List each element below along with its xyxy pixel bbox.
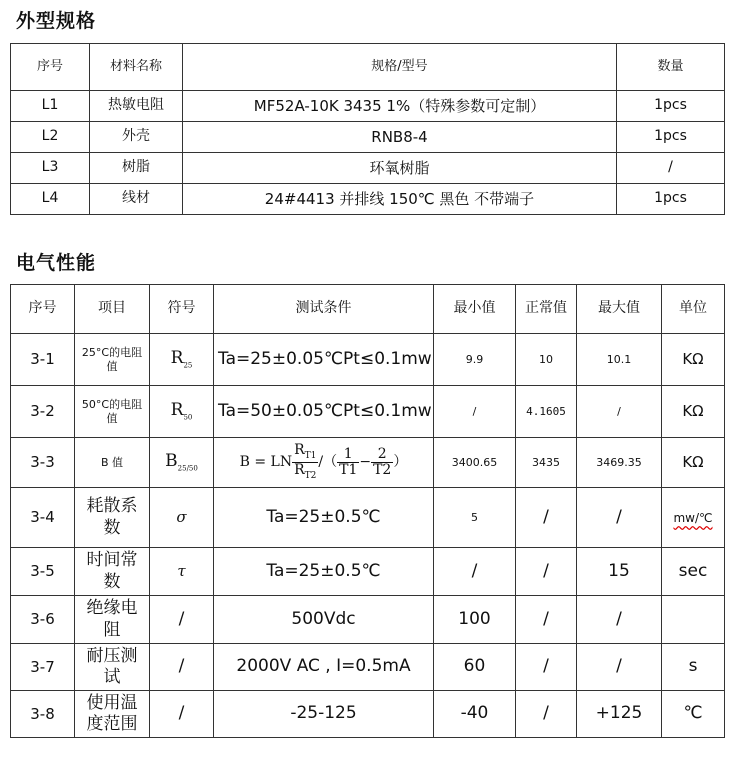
formula-mid: /（ bbox=[318, 454, 338, 471]
table-row bbox=[11, 334, 725, 386]
max-cell: / bbox=[577, 644, 662, 691]
symbol-text: R bbox=[170, 348, 184, 369]
seq-cell: 3-4 bbox=[11, 488, 75, 548]
table-row bbox=[11, 153, 725, 184]
min-cell: 3400.65 bbox=[434, 438, 516, 488]
min-cell: 5 bbox=[434, 488, 516, 548]
header-cell: 单位 bbox=[662, 285, 725, 334]
min-cell: 60 bbox=[434, 644, 516, 691]
qty-cell: 1pcs bbox=[617, 184, 725, 215]
formula-minus: − bbox=[359, 454, 372, 471]
item-cell: 耐压测试 bbox=[75, 644, 150, 691]
spec-section-title: 外型规格 bbox=[16, 10, 97, 32]
item-cell: 50°C的电阻值 bbox=[75, 386, 150, 438]
min-cell: -40 bbox=[434, 691, 516, 738]
table-row bbox=[11, 184, 725, 215]
fraction-denominator: T2 bbox=[373, 462, 392, 478]
max-cell: 15 bbox=[577, 548, 662, 596]
symbol-subscript: 50 bbox=[183, 413, 193, 422]
header-cell: 测试条件 bbox=[214, 285, 434, 334]
header-cell: 项目 bbox=[75, 285, 150, 334]
max-cell: 3469.35 bbox=[577, 438, 662, 488]
fraction-denominator-sub: T2 bbox=[304, 470, 317, 481]
b-value-formula bbox=[214, 438, 434, 488]
unit-cell bbox=[662, 488, 725, 548]
unit-cell: KΩ bbox=[662, 334, 725, 386]
max-cell: / bbox=[577, 488, 662, 548]
typ-cell: / bbox=[516, 596, 577, 644]
condition-cell: -25-125 bbox=[214, 691, 434, 738]
table-row bbox=[11, 91, 725, 122]
fraction-numerator-sub: T1 bbox=[304, 451, 317, 462]
material-cell: 外壳 bbox=[90, 122, 183, 153]
symbol-cell bbox=[150, 334, 214, 386]
condition-cell: Ta=50±0.05℃Pt≤0.1mw bbox=[214, 386, 434, 438]
unit-cell: sec bbox=[662, 548, 725, 596]
material-cell: 树脂 bbox=[90, 153, 183, 184]
table-row bbox=[11, 548, 725, 596]
table-row bbox=[11, 691, 725, 738]
fraction-denominator: T1 bbox=[339, 462, 358, 478]
seq-cell: L1 bbox=[11, 91, 90, 122]
table-row bbox=[11, 122, 725, 153]
table-header-row bbox=[11, 44, 725, 91]
qty-cell: / bbox=[617, 153, 725, 184]
unit-cell: ℃ bbox=[662, 691, 725, 738]
item-cell: 时间常数 bbox=[75, 548, 150, 596]
unit-cell: s bbox=[662, 644, 725, 691]
max-cell: / bbox=[577, 596, 662, 644]
table-row bbox=[11, 644, 725, 691]
table-header-row bbox=[11, 285, 725, 334]
spec-cell: MF52A-10K 3435 1%（特殊参数可定制） bbox=[183, 91, 617, 122]
fraction-rt1-rt2 bbox=[292, 443, 318, 481]
item-cell: 使用温度范围 bbox=[75, 691, 150, 738]
seq-cell: 3-3 bbox=[11, 438, 75, 488]
condition-cell: Ta=25±0.5℃ bbox=[214, 488, 434, 548]
header-cell: 数量 bbox=[617, 44, 725, 91]
item-cell: 耗散系数 bbox=[75, 488, 150, 548]
table-row bbox=[11, 596, 725, 644]
table-row bbox=[11, 438, 725, 488]
header-cell: 符号 bbox=[150, 285, 214, 334]
header-cell: 正常值 bbox=[516, 285, 577, 334]
fraction-1-t1 bbox=[337, 447, 359, 479]
seq-cell: 3-5 bbox=[11, 548, 75, 596]
fraction-2-t2 bbox=[371, 447, 393, 479]
symbol-cell: / bbox=[150, 596, 214, 644]
table-row bbox=[11, 386, 725, 438]
unit-cell: KΩ bbox=[662, 386, 725, 438]
formula-suffix: ） bbox=[393, 454, 408, 471]
min-cell: / bbox=[434, 548, 516, 596]
unit-cell bbox=[662, 596, 725, 644]
typ-cell: / bbox=[516, 548, 577, 596]
spec-table bbox=[10, 43, 725, 215]
symbol-text: R bbox=[170, 400, 184, 421]
condition-cell: 500Vdc bbox=[214, 596, 434, 644]
symbol-cell: τ bbox=[150, 548, 214, 596]
seq-cell: L2 bbox=[11, 122, 90, 153]
typ-cell: / bbox=[516, 644, 577, 691]
min-cell: 9.9 bbox=[434, 334, 516, 386]
condition-cell: 2000V AC , I=0.5mA bbox=[214, 644, 434, 691]
header-cell: 最小值 bbox=[434, 285, 516, 334]
fraction-denominator bbox=[292, 463, 318, 482]
max-cell: / bbox=[577, 386, 662, 438]
seq-cell: L3 bbox=[11, 153, 90, 184]
min-cell: 100 bbox=[434, 596, 516, 644]
qty-cell: 1pcs bbox=[617, 91, 725, 122]
max-cell: +125 bbox=[577, 691, 662, 738]
symbol-cell: / bbox=[150, 691, 214, 738]
fraction-numerator bbox=[292, 443, 318, 463]
seq-cell: 3-1 bbox=[11, 334, 75, 386]
spec-cell: RNB8-4 bbox=[183, 122, 617, 153]
header-cell: 最大值 bbox=[577, 285, 662, 334]
header-cell: 序号 bbox=[11, 44, 90, 91]
material-cell: 线材 bbox=[90, 184, 183, 215]
item-cell: B 值 bbox=[75, 438, 150, 488]
unit-text: mw/℃ bbox=[673, 511, 713, 526]
typ-cell: 3435 bbox=[516, 438, 577, 488]
elec-section-title: 电气性能 bbox=[16, 252, 97, 274]
seq-cell: 3-8 bbox=[11, 691, 75, 738]
fraction-denominator-text: R bbox=[294, 462, 305, 478]
symbol-subscript: 25 bbox=[183, 361, 193, 370]
fraction-numerator: 1 bbox=[337, 447, 359, 463]
symbol-subscript: 25/50 bbox=[177, 464, 198, 473]
symbol-cell bbox=[150, 438, 214, 488]
max-cell: 10.1 bbox=[577, 334, 662, 386]
seq-cell: 3-7 bbox=[11, 644, 75, 691]
item-cell: 绝缘电阻 bbox=[75, 596, 150, 644]
seq-cell: 3-2 bbox=[11, 386, 75, 438]
spec-cell: 环氧树脂 bbox=[183, 153, 617, 184]
header-cell: 序号 bbox=[11, 285, 75, 334]
unit-cell: KΩ bbox=[662, 438, 725, 488]
typ-cell: 4.1605 bbox=[516, 386, 577, 438]
item-cell: 25°C的电阻值 bbox=[75, 334, 150, 386]
typ-cell: 10 bbox=[516, 334, 577, 386]
symbol-text: B bbox=[165, 451, 178, 472]
header-cell: 材料名称 bbox=[90, 44, 183, 91]
condition-cell: Ta=25±0.5℃ bbox=[214, 548, 434, 596]
spec-cell: 24#4413 并排线 150℃ 黑色 不带端子 bbox=[183, 184, 617, 215]
seq-cell: 3-6 bbox=[11, 596, 75, 644]
fraction-numerator: 2 bbox=[371, 447, 393, 463]
min-cell: / bbox=[434, 386, 516, 438]
header-cell: 规格/型号 bbox=[183, 44, 617, 91]
qty-cell: 1pcs bbox=[617, 122, 725, 153]
seq-cell: L4 bbox=[11, 184, 90, 215]
symbol-cell bbox=[150, 386, 214, 438]
formula-prefix: B = LN bbox=[239, 454, 293, 471]
symbol-cell: σ bbox=[150, 488, 214, 548]
fraction-numerator-text: R bbox=[294, 442, 305, 459]
material-cell: 热敏电阻 bbox=[90, 91, 183, 122]
table-row bbox=[11, 488, 725, 548]
typ-cell: / bbox=[516, 691, 577, 738]
symbol-cell: / bbox=[150, 644, 214, 691]
electrical-table bbox=[10, 284, 725, 738]
condition-cell: Ta=25±0.05℃Pt≤0.1mw bbox=[214, 334, 434, 386]
typ-cell: / bbox=[516, 488, 577, 548]
